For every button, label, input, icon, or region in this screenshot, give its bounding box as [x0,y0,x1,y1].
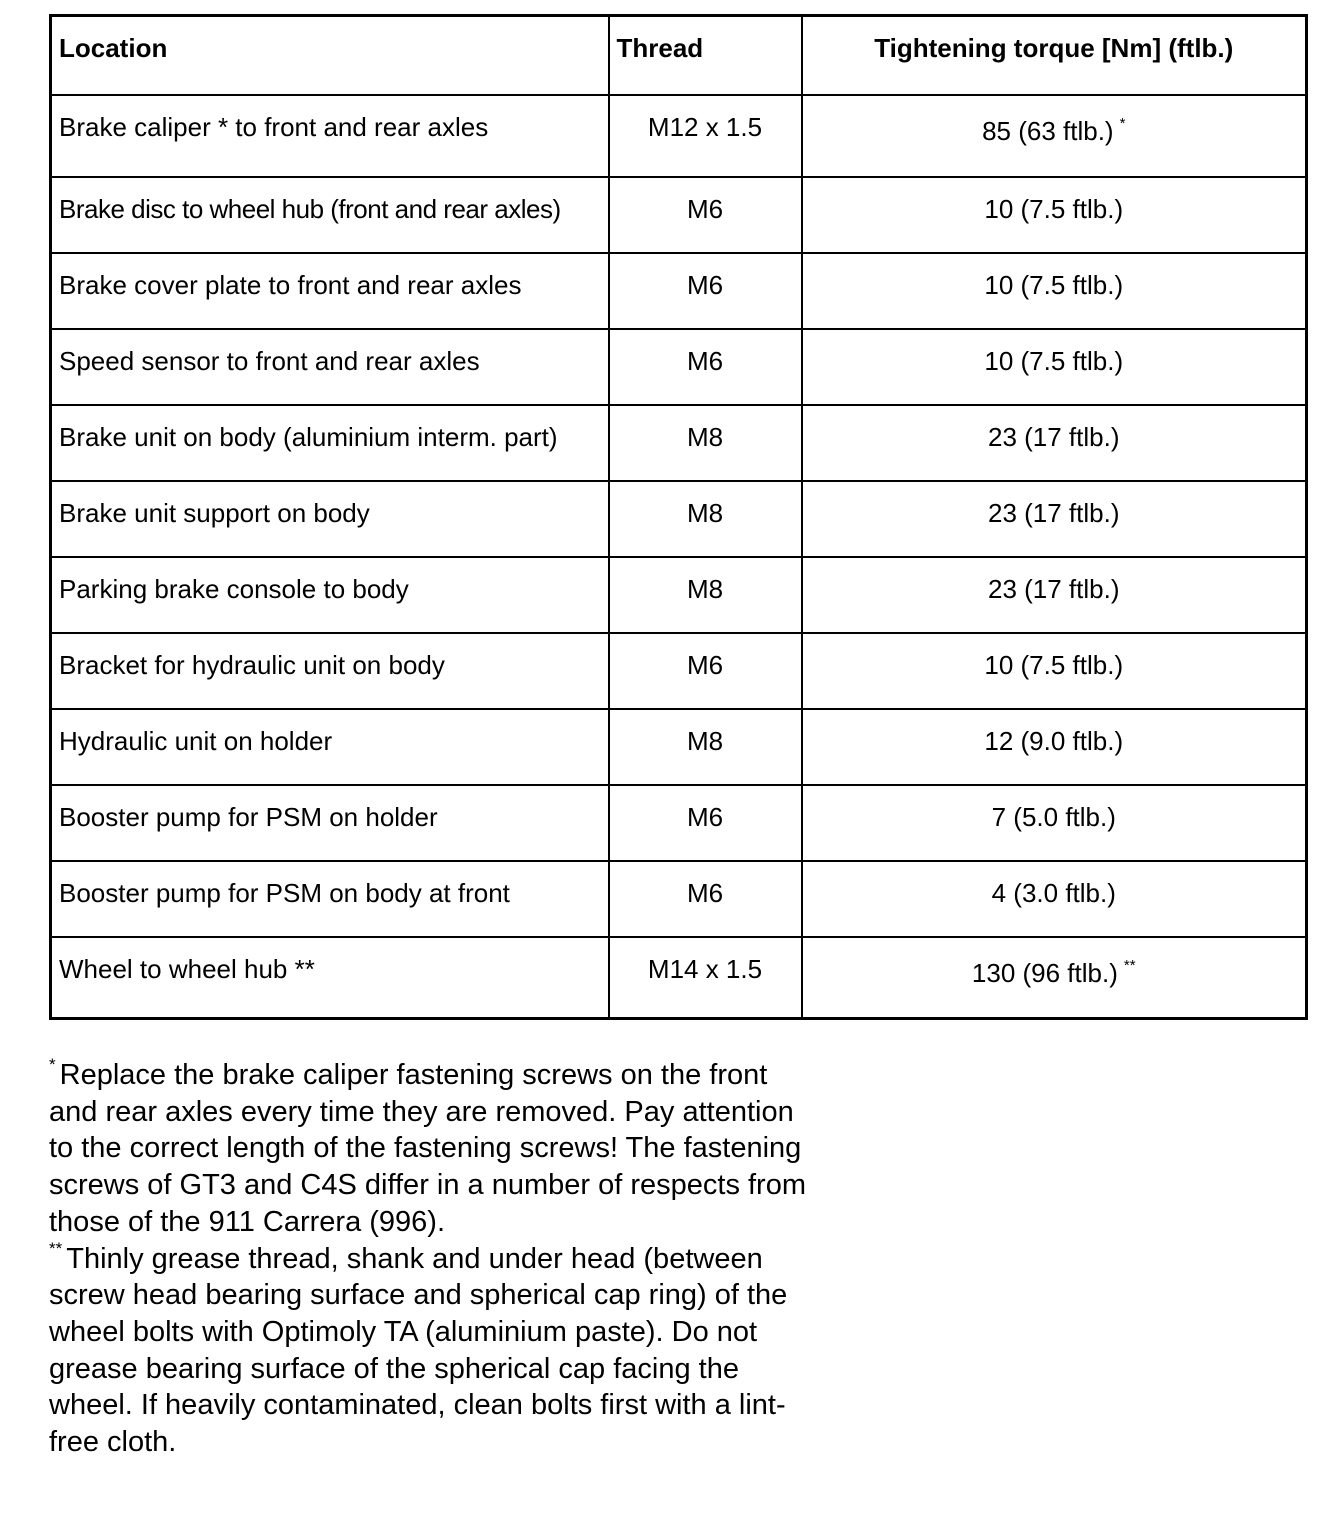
footnotes [49,1057,809,1461]
footnote-wheel-bolts [49,1238,809,1461]
header-location: Location [51,16,609,95]
location-cell: Brake cover plate to front and rear axles [51,253,609,329]
table-header-row [51,16,1307,95]
location-cell: Brake unit support on body [51,481,609,557]
torque-cell: 23 (17 ftlb.) [802,405,1307,481]
table-row [51,405,1307,481]
location-cell: Brake caliper * to front and rear axles [51,95,609,177]
torque-cell: 23 (17 ftlb.) [802,557,1307,633]
footnote-marker: * [49,1055,56,1074]
torque-cell: 10 (7.5 ftlb.) [802,329,1307,405]
location-cell: Parking brake console to body [51,557,609,633]
table-row [51,709,1307,785]
footnote-marker: * [1119,114,1126,132]
table-row [51,253,1307,329]
table-row [51,861,1307,937]
footnote-text: Thinly grease thread, shank and under head (between screw head bearing surface and spherical cap ring) of the wheel bolts with Optimoly TA (aluminium paste). Do not grease bearing surface of the spherical cap facing the wheel. If heavily contaminated, clean bolts first with a lint-free cloth. [49,1242,788,1459]
thread-cell: M8 [609,709,802,785]
thread-cell: M6 [609,785,802,861]
thread-cell: M6 [609,329,802,405]
table-row [51,633,1307,709]
thread-cell: M6 [609,861,802,937]
location-cell: Brake disc to wheel hub (front and rear axles) [51,177,609,253]
torque-cell: 10 (7.5 ftlb.) [802,177,1307,253]
table-row [51,481,1307,557]
thread-cell: M8 [609,557,802,633]
torque-cell: 23 (17 ftlb.) [802,481,1307,557]
thread-cell: M6 [609,253,802,329]
table-row [51,329,1307,405]
footnote-marker: ** [1123,956,1136,974]
thread-cell: M14 x 1.5 [609,937,802,1019]
tightening-torque-table [49,14,1308,1020]
torque-cell [802,937,1307,1019]
thread-cell: M6 [609,177,802,253]
torque-value: 130 (96 ftlb.) [971,957,1118,988]
location-cell: Wheel to wheel hub ** [51,937,609,1019]
thread-cell: M12 x 1.5 [609,95,802,177]
thread-cell: M8 [609,405,802,481]
torque-cell [802,95,1307,177]
footnote-text: Replace the brake caliper fastening screws on the front and rear axles every time they are removed. Pay attention to the correct length of the fastening screws! The fastening screws of GT3 and C4S differ in a number of respects from those of the 911 Carrera (996). [49,1059,807,1238]
torque-cell: 12 (9.0 ftlb.) [802,709,1307,785]
table-row [51,95,1307,177]
footnote-marker: ** [49,1238,63,1258]
location-cell: Booster pump for PSM on body at front [51,861,609,937]
location-cell: Booster pump for PSM on holder [51,785,609,861]
footnote-caliper-screws [49,1057,809,1241]
torque-cell: 7 (5.0 ftlb.) [802,785,1307,861]
torque-cell: 10 (7.5 ftlb.) [802,633,1307,709]
table-row [51,557,1307,633]
torque-cell: 4 (3.0 ftlb.) [802,861,1307,937]
location-cell: Bracket for hydraulic unit on body [51,633,609,709]
location-cell: Hydraulic unit on holder [51,709,609,785]
thread-cell: M6 [609,633,802,709]
header-torque: Tightening torque [Nm] (ftlb.) [802,16,1307,95]
table-row [51,937,1307,1019]
location-cell: Brake unit on body (aluminium interm. part) [51,405,609,481]
location-cell: Speed sensor to front and rear axles [51,329,609,405]
header-thread: Thread [609,16,802,95]
table-row [51,177,1307,253]
torque-cell: 10 (7.5 ftlb.) [802,253,1307,329]
table-row [51,785,1307,861]
torque-value: 85 (63 ftlb.) [982,115,1114,146]
thread-cell: M8 [609,481,802,557]
